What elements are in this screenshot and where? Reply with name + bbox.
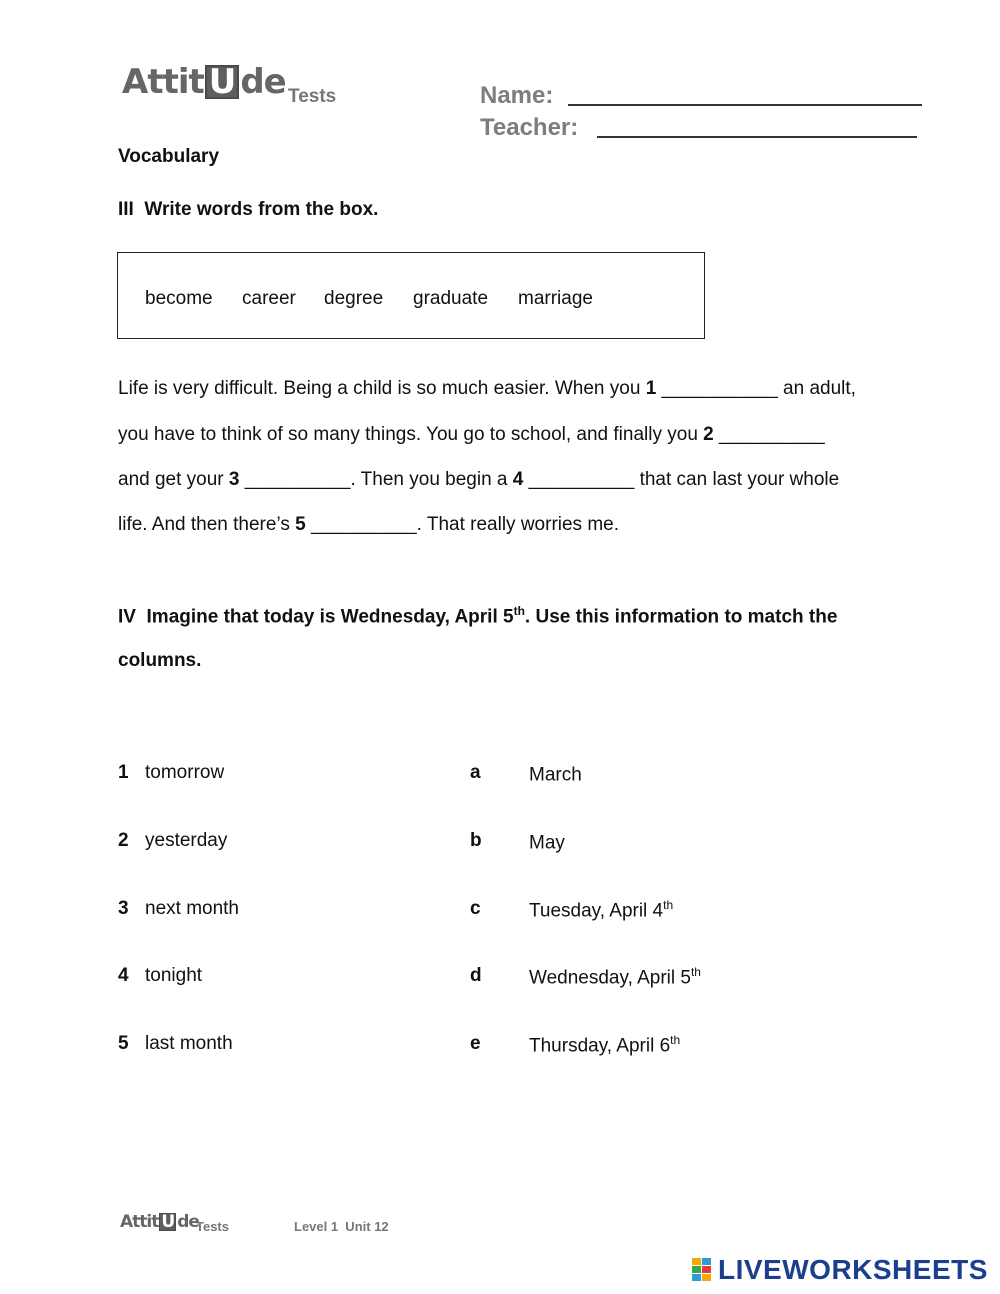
- attitude-logo: Attit U de: [122, 62, 286, 102]
- item-number: 5: [118, 1033, 129, 1054]
- item-text: next month: [145, 898, 239, 919]
- answer-letter: c: [470, 898, 481, 919]
- exercise-4-heading-line2: columns.: [118, 650, 202, 671]
- item-text: yesterday: [145, 830, 228, 851]
- section-title: Vocabulary: [118, 146, 220, 167]
- footer-logo: Attit U de: [120, 1212, 199, 1232]
- footer-tests-label: Tests: [196, 1219, 229, 1234]
- item-number: 2: [118, 830, 129, 851]
- item-number: 4: [118, 965, 129, 986]
- answer-letter: d: [470, 965, 482, 986]
- item-number: 1: [118, 762, 129, 783]
- answer-letter: b: [470, 830, 482, 851]
- answer-text: Wednesday, April 5th: [529, 965, 701, 989]
- answer-text: March: [529, 764, 582, 786]
- paragraph-line-4: life. And then there’s 5 __________. That really worries me.: [118, 514, 620, 535]
- paragraph-line-3: and get your 3 __________. Then you begin a 4 __________ that can last your whole: [118, 469, 840, 490]
- exercise-3-instruction: Write words from the box.: [144, 199, 379, 220]
- exercise-3-heading: [118, 199, 378, 221]
- name-field[interactable]: [568, 104, 922, 106]
- word-become: become: [145, 288, 213, 309]
- exercise-4-number: IV: [118, 606, 136, 628]
- footer-level-unit: Level 1 Unit 12: [294, 1219, 389, 1234]
- item-text: tonight: [145, 965, 203, 986]
- teacher-label: Teacher:: [480, 114, 579, 141]
- item-text: last month: [145, 1033, 233, 1054]
- word-career: career: [242, 288, 296, 309]
- answer-text: Thursday, April 6th: [529, 1033, 681, 1057]
- paragraph-line-2: you have to think of so many things. You go to school, and finally you 2 __________: [118, 424, 825, 445]
- liveworksheets-icon: [692, 1258, 712, 1282]
- tests-label: Tests: [288, 86, 337, 107]
- teacher-field[interactable]: [597, 136, 917, 138]
- word-degree: degree: [324, 288, 384, 309]
- word-graduate: graduate: [413, 288, 489, 309]
- answer-letter: a: [470, 762, 481, 783]
- liveworksheets-watermark: LIVEWORKSHEETS: [718, 1254, 988, 1285]
- item-text: tomorrow: [145, 762, 225, 783]
- paragraph-line-1: Life is very difficult. Being a child is so much easier. When you 1 ___________ an adult,: [118, 378, 856, 399]
- item-number: 3: [118, 898, 129, 919]
- name-label: Name:: [480, 82, 554, 109]
- answer-letter: e: [470, 1033, 481, 1054]
- answer-text: May: [529, 832, 565, 854]
- word-marriage: marriage: [518, 288, 593, 309]
- answer-text: Tuesday, April 4th: [529, 898, 674, 922]
- exercise-4-heading: IV Imagine that today is Wednesday, April 5th. Use this information to match the: [118, 604, 838, 628]
- exercise-3-number: III: [118, 199, 134, 220]
